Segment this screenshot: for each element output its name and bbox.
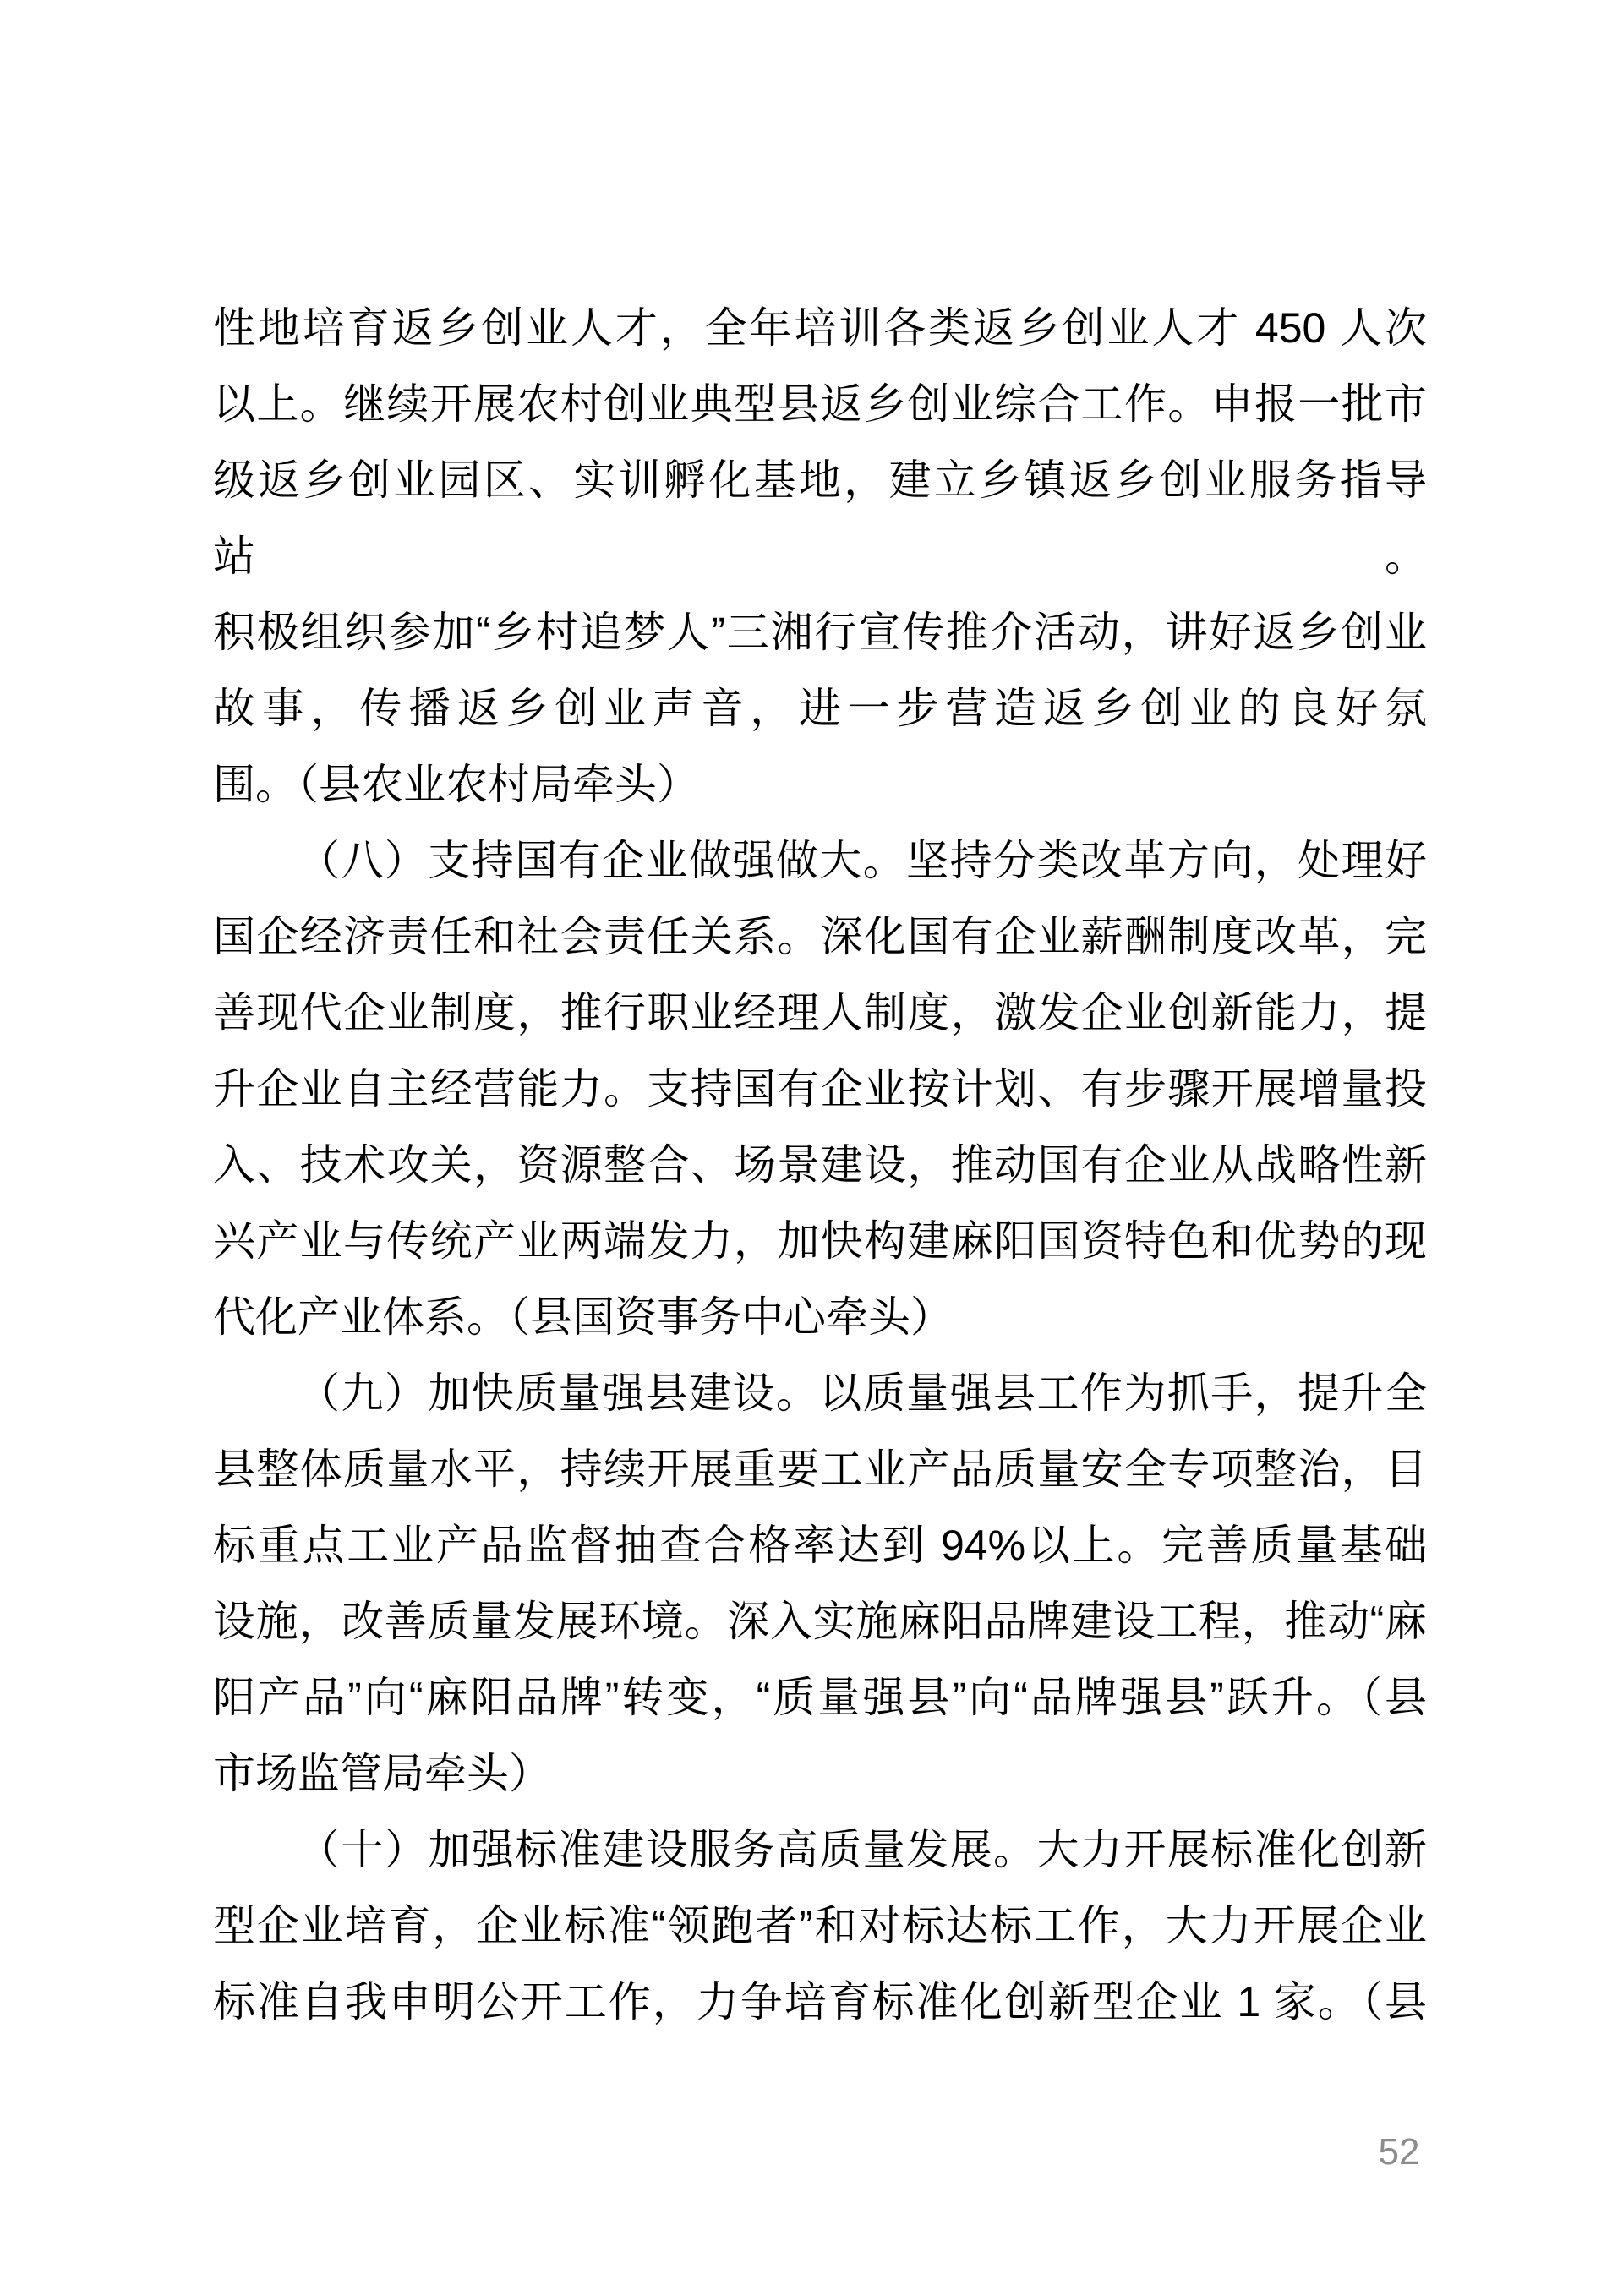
text-line: 标重点工业产品监督抽查合格率达到 94%以上。完善质量基础 xyxy=(213,1522,1427,1569)
text-line: 阳产品”向“麻阳品牌”转变，“质量强县”向“品牌强县”跃升。（县 xyxy=(213,1674,1427,1721)
text-line: 级返乡创业园区、实训孵化基地，建立乡镇返乡创业服务指导站。 xyxy=(213,456,1427,580)
text-line: 围。（县农业农村局牵头） xyxy=(213,761,699,808)
paragraph xyxy=(213,1355,1427,1812)
text-line: 市场监管局牵头） xyxy=(213,1750,551,1797)
text-line: 性地培育返乡创业人才，全年培训各类返乡创业人才 450 人次 xyxy=(213,304,1427,352)
text-line: 设施，改善质量发展环境。深入实施麻阳品牌建设工程，推动“麻 xyxy=(213,1598,1427,1645)
text-line: （八）支持国有企业做强做大。坚持分类改革方向，处理好 xyxy=(298,837,1427,884)
text-line: 兴产业与传统产业两端发力，加快构建麻阳国资特色和优势的现 xyxy=(213,1217,1427,1265)
paragraph xyxy=(213,1812,1427,2040)
text-line: 以上。继续开展农村创业典型县返乡创业综合工作。申报一批市 xyxy=(213,380,1427,428)
text-line: 国企经济责任和社会责任关系。深化国有企业薪酬制度改革，完 xyxy=(213,913,1427,960)
paragraph xyxy=(213,290,1427,823)
text-line: （十）加强标准建设服务高质量发展。大力开展标准化创新 xyxy=(298,1826,1427,1873)
text-line: （九）加快质量强县建设。以质量强县工作为抓手，提升全 xyxy=(298,1369,1427,1417)
document-body xyxy=(213,290,1427,2040)
text-line: 善现代企业制度，推行职业经理人制度，激发企业创新能力，提 xyxy=(213,989,1427,1036)
text-line: 代化产业体系。（县国资事务中心牵头） xyxy=(213,1293,953,1341)
text-line: 县整体质量水平，持续开展重要工业产品质量安全专项整治，目 xyxy=(213,1446,1427,1493)
page-number: 52 xyxy=(1378,2131,1420,2173)
text-line: 型企业培育，企业标准“领跑者”和对标达标工作，大力开展企业 xyxy=(213,1902,1427,1949)
text-line: 标准自我申明公开工作，力争培育标准化创新型企业 1 家。（县 xyxy=(213,1978,1427,2025)
text-line: 积极组织参加“乡村追梦人”三湘行宣传推介活动，讲好返乡创业 xyxy=(213,609,1427,656)
paragraph xyxy=(213,823,1427,1355)
text-line: 入、技术攻关，资源整合、场景建设，推动国有企业从战略性新 xyxy=(213,1141,1427,1189)
text-line: 故事，传播返乡创业声音，进一步营造返乡创业的良好氛 xyxy=(213,685,1427,732)
text-line: 升企业自主经营能力。支持国有企业按计划、有步骤开展增量投 xyxy=(213,1065,1427,1112)
